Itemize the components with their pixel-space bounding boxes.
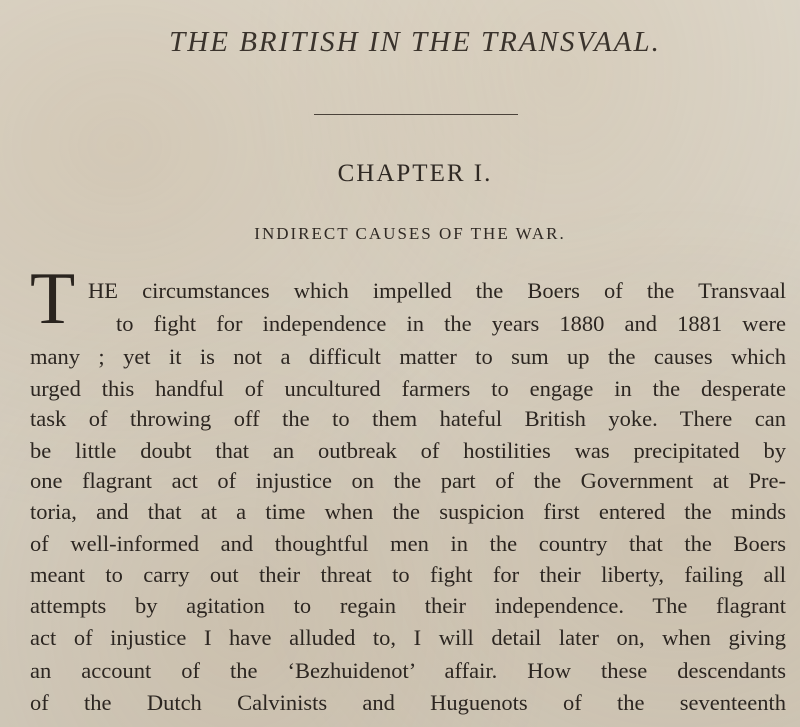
body-line: many ; yet it is not a difficult matter to sum up the causes which — [30, 344, 786, 369]
body-line: toria, and that at a time when the suspicion first entered the minds — [30, 499, 786, 524]
body-line: meant to carry out their threat to fight for their liberty, failing all — [30, 562, 786, 587]
body-line: attempts by agitation to regain their independence. The flagrant — [30, 593, 786, 618]
body-line: be little doubt that an outbreak of hostilities was precipitated by — [30, 438, 786, 463]
body-line: of the Dutch Calvinists and Huguenots of the seventeenth — [30, 690, 786, 715]
body-line: act of injustice I have alluded to, I will detail later on, when giving — [30, 625, 786, 650]
body-line: of well-informed and thoughtful men in the country that the Boers — [30, 531, 786, 556]
body-line: urged this handful of uncultured farmers to engage in the desperate — [30, 376, 786, 401]
header-rule — [314, 114, 518, 115]
body-line: HE circumstances which impelled the Boers of the Transvaal — [88, 278, 786, 303]
body-line: one flagrant act of injustice on the part of the Government at Pre- — [30, 468, 786, 493]
chapter-heading: CHAPTER I. — [337, 160, 493, 187]
chapter-subtitle: INDIRECT CAUSES OF THE WAR. — [254, 224, 566, 243]
running-head: THE BRITISH IN THE TRANSVAAL. — [169, 26, 661, 58]
body-line: task of throwing off the to them hateful British yoke. There can — [30, 406, 786, 431]
body-line: to fight for independence in the years 1880 and 1881 were — [116, 311, 786, 336]
body-line: an account of the ‘Bezhuidenot’ affair. How these descendants — [30, 658, 786, 683]
drop-cap: T — [30, 258, 76, 340]
